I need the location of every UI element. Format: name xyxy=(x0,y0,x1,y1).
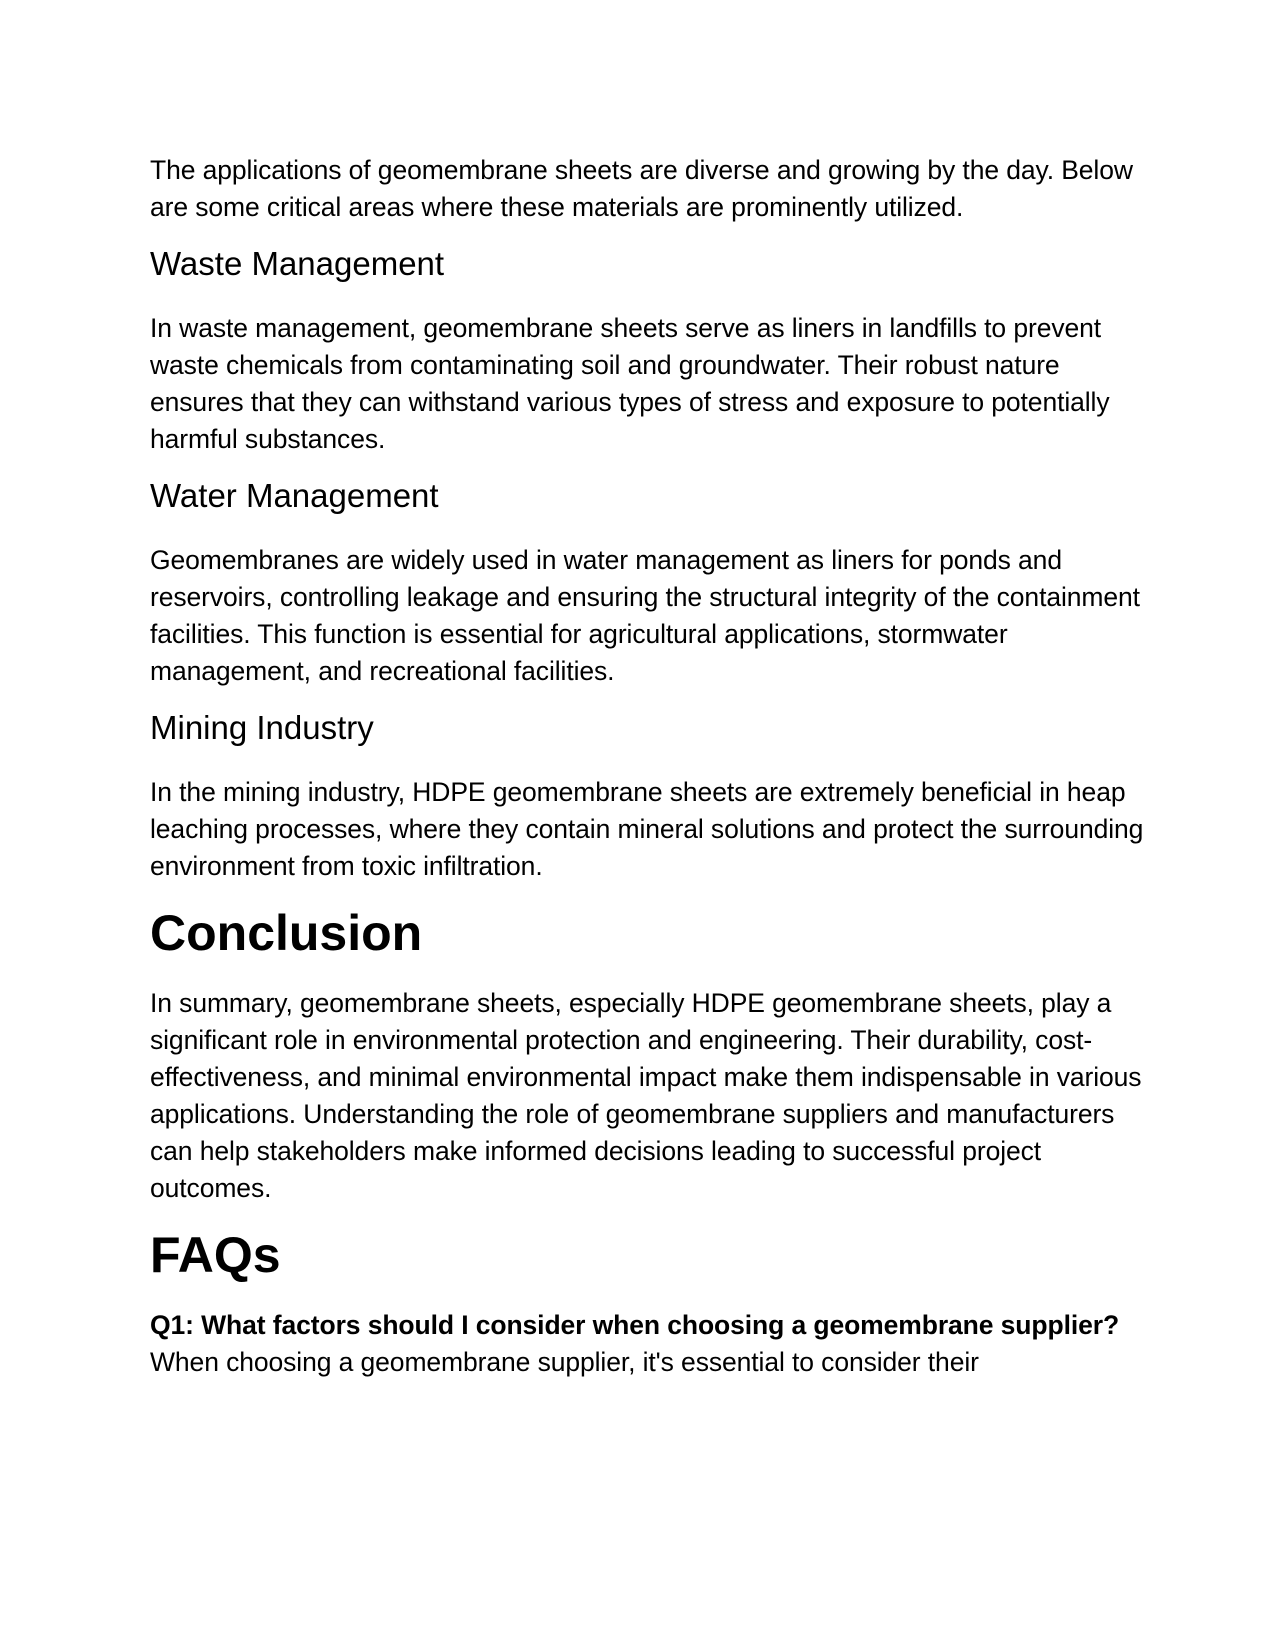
section-paragraph: In waste management, geomembrane sheets serve as liners in landfills to prevent waste chemicals from contaminating soil and groundwater. Their robust nature ensures that they can withstand various types of stress and exposure to potentially harmful substances. xyxy=(150,313,1110,454)
section-heading: Waste Management xyxy=(150,245,445,282)
conclusion-heading: Conclusion xyxy=(150,905,423,961)
section-mining-industry xyxy=(150,708,1150,885)
conclusion-section xyxy=(150,903,1150,1207)
section-paragraph: In the mining industry, HDPE geomembrane sheets are extremely beneficial in heap leaching processes, where they contain mineral solutions and protect the surrounding environment from toxic infiltration. xyxy=(150,777,1144,881)
section-waste-management xyxy=(150,244,1150,458)
document-page xyxy=(150,152,1150,1381)
section-heading: Mining Industry xyxy=(150,709,374,746)
faq-item xyxy=(150,1307,1150,1381)
faqs-heading: FAQs xyxy=(150,1227,281,1283)
section-water-management xyxy=(150,476,1150,690)
intro-paragraph: The applications of geomembrane sheets are diverse and growing by the day. Below are some critical areas where these materials are prominently utilized. xyxy=(150,155,1133,222)
faqs-section xyxy=(150,1225,1150,1381)
faq-question: Q1: What factors should I consider when choosing a geomembrane supplier? xyxy=(150,1310,1120,1340)
faq-answer: When choosing a geomembrane supplier, it's essential to consider their xyxy=(150,1347,979,1377)
section-paragraph: Geomembranes are widely used in water management as liners for ponds and reservoirs, controlling leakage and ensuring the structural integrity of the containment facilities. This function is essential for agricultural applications, stormwater management, and recreational facilities. xyxy=(150,545,1140,686)
section-heading: Water Management xyxy=(150,477,439,514)
conclusion-paragraph: In summary, geomembrane sheets, especially HDPE geomembrane sheets, play a significant role in environmental protection and engineering. Their durability, cost-effectiveness, and minimal environmental impact make them indispensable in various applications. Understanding the role of geomembrane suppliers and manufacturers can help stakeholders make informed decisions leading to successful project outcomes. xyxy=(150,988,1142,1203)
